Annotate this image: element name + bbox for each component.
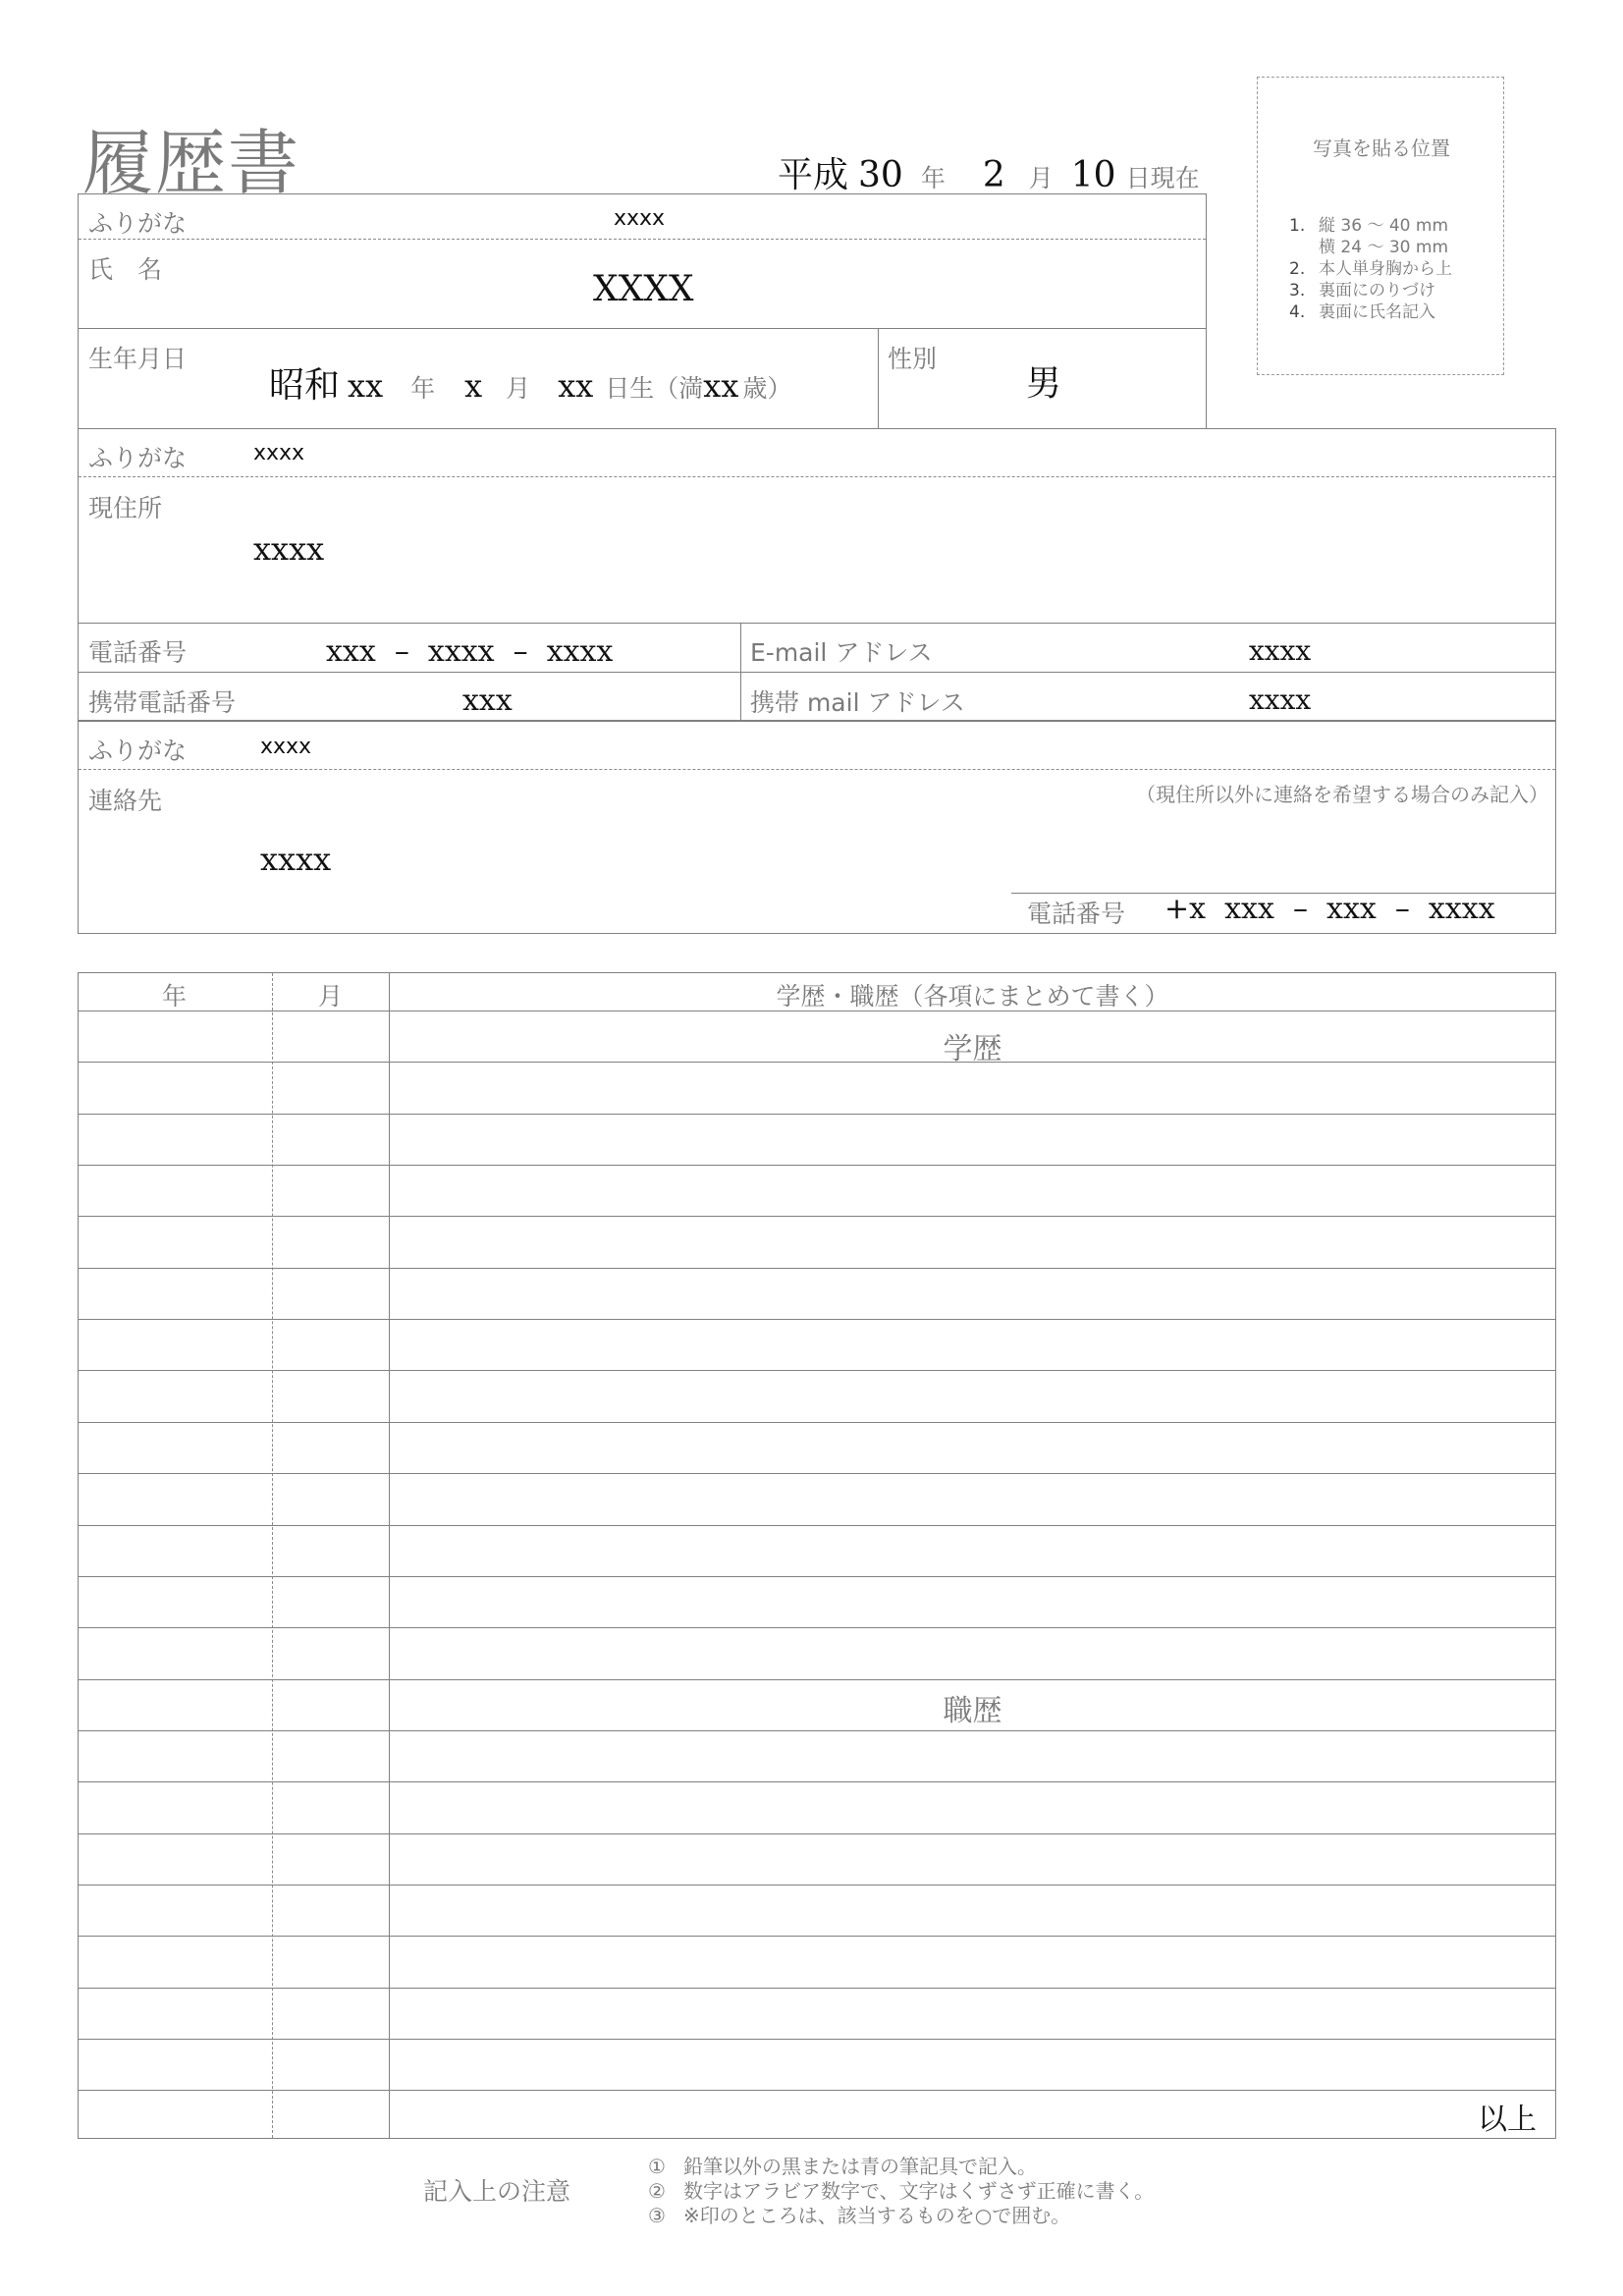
mobile-value[interactable]: xxx: [462, 683, 513, 718]
photo-instruction-item: 1. 縦 36 〜 40 mm: [1289, 216, 1448, 236]
career-heading: 職歴: [943, 1694, 1002, 1728]
history-row[interactable]: [79, 1936, 1555, 1987]
name-furigana-label: ふりがな: [88, 209, 188, 238]
birth-date[interactable]: [269, 357, 791, 408]
date-year-unit: 年: [920, 164, 946, 192]
address-value[interactable]: xxxx: [253, 530, 325, 568]
history-row[interactable]: [79, 1114, 1555, 1165]
contact-note: （現住所以外に連絡を希望する場合のみ記入）: [1136, 783, 1548, 806]
note-item: ② 数字はアラビア数字で、文字はくずさず正確に書く。: [648, 2179, 1155, 2203]
history-col-month: 月: [318, 982, 344, 1011]
contact-phone-label: 電話番号: [1027, 900, 1126, 928]
birth-label: 生年月日: [88, 345, 188, 373]
gender-value[interactable]: 男: [1026, 363, 1062, 404]
date-era: 平成: [778, 155, 849, 195]
education-heading: 学歴: [943, 1032, 1002, 1066]
name-label: 氏 名: [88, 255, 163, 284]
email-label: E-mail アドレス: [750, 638, 933, 667]
phone-label: 電話番号: [88, 638, 188, 667]
history-col-year: 年: [162, 982, 188, 1011]
birth-day-unit: 日生（満: [605, 374, 704, 403]
history-row[interactable]: [79, 1268, 1555, 1319]
photo-instruction-item: 4. 裏面に氏名記入: [1289, 302, 1435, 322]
contact-furigana-value[interactable]: xxxx: [260, 735, 312, 759]
date-year: 30: [858, 155, 903, 195]
history-row[interactable]: [79, 2090, 1555, 2139]
history-row[interactable]: [79, 1062, 1555, 1113]
note-item: ③ ※印のところは、該当するものを○で囲む。: [648, 2204, 1071, 2227]
history-row[interactable]: [79, 1833, 1555, 1885]
history-row[interactable]: [79, 1165, 1555, 1216]
contact-furigana-label: ふりがな: [88, 737, 188, 765]
mobile-mail-label: 携帯 mail アドレス: [750, 688, 965, 717]
birth-day: xx: [558, 367, 594, 405]
contact-label: 連絡先: [88, 787, 163, 815]
mobile-mail-value[interactable]: xxxx: [1249, 683, 1312, 716]
history-row[interactable]: [79, 1576, 1555, 1627]
history-row[interactable]: [79, 1730, 1555, 1781]
document-date: [778, 147, 1200, 197]
date-month-unit: 月: [1028, 164, 1054, 192]
history-row[interactable]: [79, 1473, 1555, 1524]
contact-value[interactable]: xxxx: [260, 841, 332, 878]
history-row[interactable]: [79, 1988, 1555, 2039]
address-furigana-value[interactable]: xxxx: [253, 441, 305, 465]
address-block: [78, 428, 1556, 721]
birth-age-unit: 歳）: [742, 374, 792, 403]
address-label: 現住所: [88, 494, 163, 522]
end-text: 以上: [1478, 2103, 1537, 2137]
history-row[interactable]: [79, 2039, 1555, 2090]
email-value[interactable]: xxxx: [1249, 634, 1312, 667]
birth-era: 昭和: [269, 365, 341, 406]
phone-value[interactable]: xxx – xxxx – xxxx: [326, 634, 614, 669]
notes-label: 記入上の注意: [423, 2177, 571, 2206]
birth-year-unit: 年: [410, 374, 436, 403]
contact-phone-value[interactable]: +x xxx – xxx – xxxx: [1164, 892, 1495, 926]
history-row[interactable]: [79, 1525, 1555, 1576]
photo-instruction-item: 2. 本人単身胸から上: [1289, 259, 1452, 279]
birth-month-unit: 月: [506, 374, 531, 403]
photo-title: 写真を貼る位置: [1313, 137, 1450, 160]
history-row[interactable]: [79, 1885, 1555, 1936]
birth-year: xx: [348, 367, 384, 405]
name-value[interactable]: XXXX: [593, 269, 694, 309]
photo-instruction-item: 横 24 〜 30 mm: [1319, 238, 1448, 257]
history-row[interactable]: [79, 1319, 1555, 1370]
history-row[interactable]: [79, 1422, 1555, 1473]
history-row[interactable]: [79, 1781, 1555, 1832]
date-month: 2: [982, 155, 1005, 195]
birth-age: xx: [703, 367, 739, 405]
notes-list: [648, 2155, 1154, 2228]
history-col-content: 学歴・職歴（各項にまとめて書く）: [776, 982, 1169, 1011]
history-row[interactable]: [79, 1216, 1555, 1267]
page-title: 履歴書: [82, 122, 301, 204]
birth-month: x: [464, 367, 483, 405]
photo-placeholder[interactable]: [1257, 77, 1504, 375]
photo-instruction-item: 3. 裏面にのりづけ: [1289, 281, 1435, 301]
address-furigana-label: ふりがな: [88, 444, 188, 472]
mobile-label: 携帯電話番号: [88, 688, 237, 717]
note-item: ① 鉛筆以外の黒または青の筆記具で記入。: [648, 2155, 1037, 2178]
date-day-unit: 日現在: [1125, 164, 1200, 192]
name-furigana-value[interactable]: xxxx: [614, 206, 666, 231]
photo-instructions: [1289, 215, 1452, 323]
date-day: 10: [1070, 155, 1116, 195]
gender-label: 性別: [888, 345, 938, 373]
history-row[interactable]: [79, 1370, 1555, 1421]
history-row[interactable]: [79, 1627, 1555, 1678]
